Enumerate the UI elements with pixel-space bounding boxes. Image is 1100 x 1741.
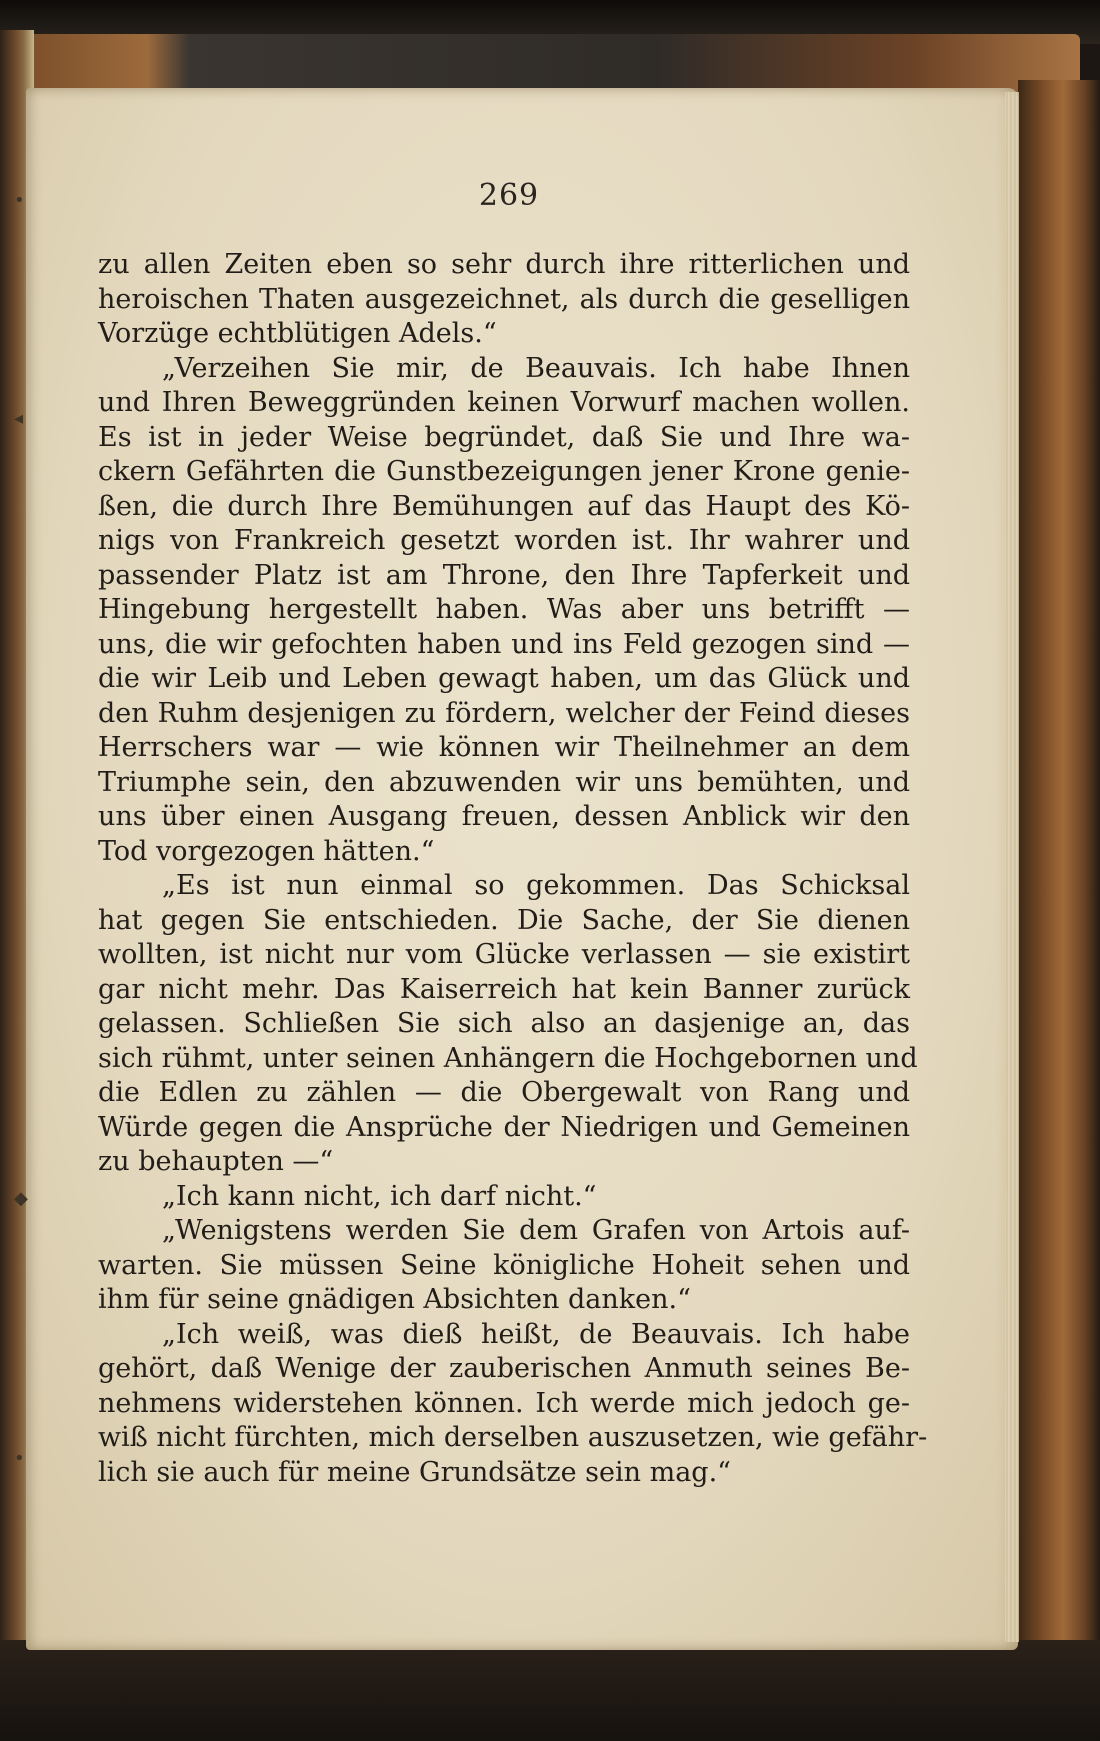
margin-mark-icon: • [14, 190, 25, 211]
text-line: hat gegen Sie entschieden. Die Sache, der Sie dienen [98, 904, 910, 936]
text-line: uns über einen Ausgang freuen, dessen Anblick wir den [98, 801, 910, 832]
text-line: gelassen. Schließen Sie sich also an dasjenige an, das [98, 1008, 910, 1039]
page-edge [1005, 92, 1019, 1642]
text-line: „Ich kann nicht, ich darf nicht.“ [162, 1180, 597, 1212]
text-line: Tod vorgezogen hätten.“ [98, 835, 435, 867]
text-line: nigs von Frankreich gesetzt worden ist. Ihr wahrer und [98, 525, 910, 556]
text-line: sich rühmt, unter seinen Anhängern die Hochgebornen und [98, 1042, 918, 1074]
text-line: lich sie auch für meine Grundsätze sein mag.“ [98, 1456, 731, 1488]
text-line: Es ist in jeder Weise begründet, daß Sie und Ihre wa- [98, 421, 910, 453]
text-line: ihm für seine gnädigen Absichten danken.“ [98, 1284, 691, 1315]
text-line: passender Platz ist am Throne, den Ihre Tapferkeit und [98, 559, 910, 591]
margin-mark-icon: • [14, 1448, 25, 1469]
text-line: heroischen Thaten ausgezeichnet, als durch die geselligen [98, 283, 910, 315]
text-line: ßen, die durch Ihre Bemühungen auf das Haupt des Kö- [98, 490, 910, 522]
text-line: Triumphe sein, den abzuwenden wir uns bemühten, und [98, 766, 910, 798]
text-line: wollten, ist nicht nur vom Glücke verlassen — sie existirt [98, 939, 910, 970]
text-line: „Es ist nun einmal so gekommen. Das Schicksal [162, 870, 910, 901]
book-cover-bottom [0, 1640, 1100, 1741]
text-line: zu allen Zeiten eben so sehr durch ihre ritterlichen und [98, 249, 910, 280]
text-line: wiß nicht fürchten, mich derselben auszusetzen, wie gefähr- [98, 1422, 928, 1453]
text-line: nehmens widerstehen können. Ich werde mich jedoch ge- [98, 1387, 910, 1419]
text-line: gehört, daß Wenige der zauberischen Anmuth seines Be- [98, 1353, 910, 1384]
text-line: Vorzüge echtblütigen Adels.“ [98, 318, 497, 349]
text-line: „Wenigstens werden Sie dem Grafen von Artois auf- [162, 1215, 910, 1246]
text-line: warten. Sie müssen Seine königliche Hoheit sehen und [98, 1249, 910, 1281]
text-line: „Ich weiß, was dieß heißt, de Beauvais. Ich habe [162, 1318, 910, 1350]
text-line: und Ihren Beweggründen keinen Vorwurf machen wollen. [98, 387, 910, 418]
text-line: zu behaupten —“ [98, 1146, 334, 1177]
text-line: Würde gegen die Ansprüche der Niedrigen und Gemeinen [98, 1111, 910, 1143]
text-line: Hingebung hergestellt haben. Was aber uns betrifft — [98, 594, 910, 625]
text-line: „Verzeihen Sie mir, de Beauvais. Ich habe Ihnen [162, 352, 910, 384]
text-line: die wir Leib und Leben gewagt haben, um das Glück und [98, 663, 910, 694]
text-line: uns, die wir gefochten haben und ins Feld gezogen sind — [98, 628, 910, 660]
book-cover-right [1018, 80, 1100, 1741]
book-cover-top [20, 34, 1080, 94]
body-text [98, 248, 928, 1490]
text-line: die Edlen zu zählen — die Obergewalt von Rang und [98, 1077, 910, 1108]
text-line: den Ruhm desjenigen zu fördern, welcher der Feind dieses [98, 697, 910, 729]
text-line: gar nicht mehr. Das Kaiserreich hat kein Banner zurück [98, 973, 910, 1005]
margin-mark-icon: ◆ [14, 1188, 28, 1209]
text-line: ckern Gefährten die Gunstbezeigungen jener Krone genie- [98, 456, 910, 487]
text-line: Herrschers war — wie können wir Theilnehmer an dem [98, 732, 910, 763]
page-number: 269 [478, 178, 540, 213]
margin-mark-icon: ◂ [14, 408, 24, 429]
